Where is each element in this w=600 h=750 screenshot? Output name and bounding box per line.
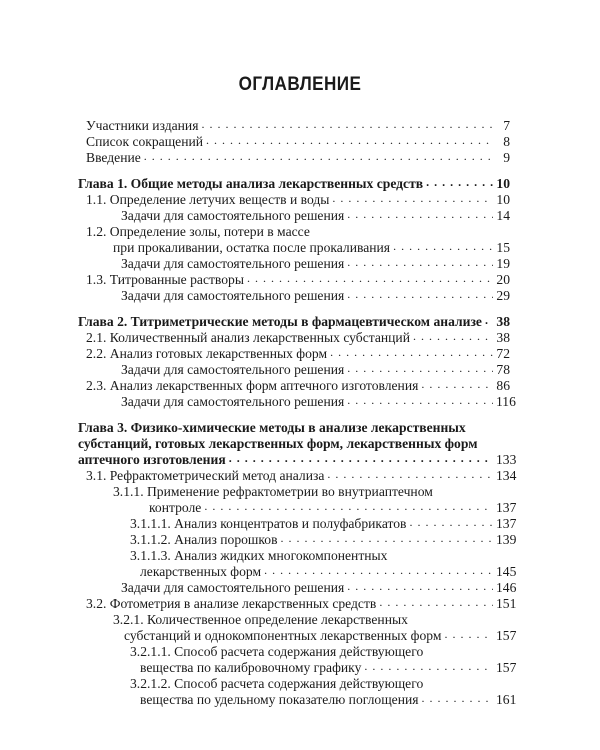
toc-entry[interactable]	[78, 596, 517, 612]
toc-entry-text: 2.3. Анализ лекарственных форм аптечного изготовления	[86, 378, 419, 393]
dot-leader	[364, 658, 493, 674]
toc-entry-text: 1.3. Титрованные растворы	[86, 272, 244, 287]
toc-page-number: 134	[496, 468, 517, 483]
dot-leader	[247, 270, 493, 286]
toc-page-number: 19	[496, 256, 510, 271]
dot-leader	[201, 116, 493, 132]
dot-leader	[144, 148, 493, 164]
toc-page-number: 10	[496, 176, 510, 191]
dot-leader	[330, 344, 493, 360]
toc-entry-introduction[interactable]	[78, 150, 510, 166]
toc-entry[interactable]	[78, 484, 517, 516]
chapter-title: Глава 2. Титриметрические методы в фармацевтическом анализе	[78, 314, 482, 329]
dot-leader	[347, 206, 493, 222]
toc-page-number: 10	[496, 192, 510, 207]
toc-page-number: 8	[503, 134, 510, 149]
toc-entry[interactable]	[78, 224, 510, 256]
dot-leader	[347, 360, 493, 376]
dot-leader	[206, 132, 493, 148]
toc-page-number: 15	[496, 240, 510, 255]
toc-page-number: 133	[496, 452, 517, 467]
dot-leader	[413, 328, 493, 344]
toc-page-number: 72	[496, 346, 510, 361]
dot-leader	[204, 498, 493, 514]
toc-entry-text: Задачи для самостоятельного решения	[121, 580, 345, 595]
toc-entry-text: 3.2.1. Количественное определение лекарственных	[113, 612, 408, 627]
toc-entry[interactable]	[78, 208, 510, 224]
toc-page-number: 145	[496, 564, 517, 579]
toc-entry-text: Задачи для самостоятельного решения	[121, 362, 345, 377]
toc-entry-text: 3.2.1.2. Способ расчета содержания действующего	[130, 676, 424, 691]
dot-leader	[332, 190, 493, 206]
toc-entry-text: 3.2. Фотометрия в анализе лекарственных средств	[86, 596, 377, 611]
toc-entry[interactable]	[78, 548, 517, 580]
dot-leader	[444, 626, 493, 642]
toc-entry-text: вещества по удельному показателю поглощения	[140, 692, 419, 707]
dot-leader	[379, 594, 493, 610]
toc-entry-text: 1.2. Определение золы, потери в массе	[86, 224, 310, 239]
page-title: ОГЛАВЛЕНИЕ	[238, 74, 362, 95]
dot-leader	[347, 286, 493, 302]
table-of-contents	[78, 118, 517, 708]
toc-entry[interactable]	[78, 612, 517, 644]
toc-entry-text: Задачи для самостоятельного решения	[121, 394, 345, 409]
toc-page-number: 20	[496, 272, 510, 287]
toc-page-number: 157	[496, 660, 517, 675]
dot-leader	[347, 578, 493, 594]
toc-entry-text: Задачи для самостоятельного решения	[121, 208, 345, 223]
dot-leader	[281, 530, 493, 546]
dot-leader	[347, 254, 493, 270]
toc-page-number: 137	[496, 516, 517, 531]
toc-entry-text: Введение	[86, 150, 141, 165]
dot-leader	[327, 466, 493, 482]
toc-page-number: 9	[503, 150, 510, 165]
toc-chapter-3[interactable]	[78, 420, 517, 468]
toc-entry-text: 2.2. Анализ готовых лекарственных форм	[86, 346, 328, 361]
dot-leader	[485, 312, 493, 328]
toc-entry-text: контроле	[149, 500, 202, 515]
toc-entry[interactable]	[78, 676, 517, 708]
toc-entry-text: 1.1. Определение летучих веществ и воды	[86, 192, 330, 207]
toc-entry-text: субстанций и однокомпонентных лекарственных форм	[124, 628, 442, 643]
toc-entry-text: 3.1.1. Применение рефрактометрии во внутриаптечном	[113, 484, 433, 499]
chapter-title: аптечного изготовления	[78, 452, 226, 467]
toc-page-number: 137	[496, 500, 517, 515]
chapter-title: Глава 1. Общие методы анализа лекарственных средств	[78, 176, 424, 191]
toc-entry-text: 3.1.1.3. Анализ жидких многокомпонентных	[130, 548, 388, 563]
chapter-title: субстанций, готовых лекарственных форм, лекарственных форм	[78, 436, 478, 451]
toc-page-number: 38	[496, 330, 510, 345]
toc-page-number: 78	[496, 362, 510, 377]
toc-entry[interactable]	[78, 288, 510, 304]
toc-entry-text: 2.1. Количественный анализ лекарственных субстанций	[86, 330, 410, 345]
toc-entry-text: Список сокращений	[86, 134, 204, 149]
toc-entry[interactable]	[78, 644, 517, 676]
dot-leader	[229, 450, 493, 466]
toc-page-number: 7	[503, 118, 510, 133]
toc-entry-text: 3.1. Рефрактометрический метод анализа	[86, 468, 325, 483]
toc-page-number: 139	[496, 532, 517, 547]
toc-page-number: 116	[496, 394, 516, 409]
dot-leader	[426, 174, 493, 190]
toc-page-number: 14	[496, 208, 510, 223]
dot-leader	[421, 376, 493, 392]
dot-leader	[347, 392, 493, 408]
dot-leader	[409, 514, 493, 530]
toc-entry-text: 3.1.1.2. Анализ порошков	[130, 532, 278, 547]
toc-entry-text: Задачи для самостоятельного решения	[121, 288, 345, 303]
toc-entry-text: Участники издания	[86, 118, 199, 133]
chapter-title: Глава 3. Физико-химические методы в анализе лекарственных	[78, 420, 466, 435]
toc-entry-text: лекарственных форм	[140, 564, 262, 579]
toc-page-number: 146	[496, 580, 517, 595]
toc-entry[interactable]	[78, 468, 517, 484]
toc-entry[interactable]	[78, 394, 516, 410]
toc-entry[interactable]	[78, 532, 517, 548]
toc-entry-text: вещества по калибровочному графику	[140, 660, 362, 675]
dot-leader	[393, 238, 493, 254]
toc-entry-text: при прокаливании, остатка после прокаливания	[113, 240, 391, 255]
toc-entry-text: Задачи для самостоятельного решения	[121, 256, 345, 271]
toc-page-number: 29	[496, 288, 510, 303]
toc-entry-text: 3.2.1.1. Способ расчета содержания действующего	[130, 644, 424, 659]
toc-page-number: 161	[496, 692, 517, 707]
toc-page-number: 157	[496, 628, 517, 643]
toc-page-number: 151	[496, 596, 517, 611]
dot-leader	[264, 562, 493, 578]
toc-entry-text: 3.1.1.1. Анализ концентратов и полуфабрикатов	[130, 516, 407, 531]
dot-leader	[422, 690, 493, 706]
toc-page-number: 38	[496, 314, 510, 329]
toc-page-number: 86	[496, 378, 510, 393]
